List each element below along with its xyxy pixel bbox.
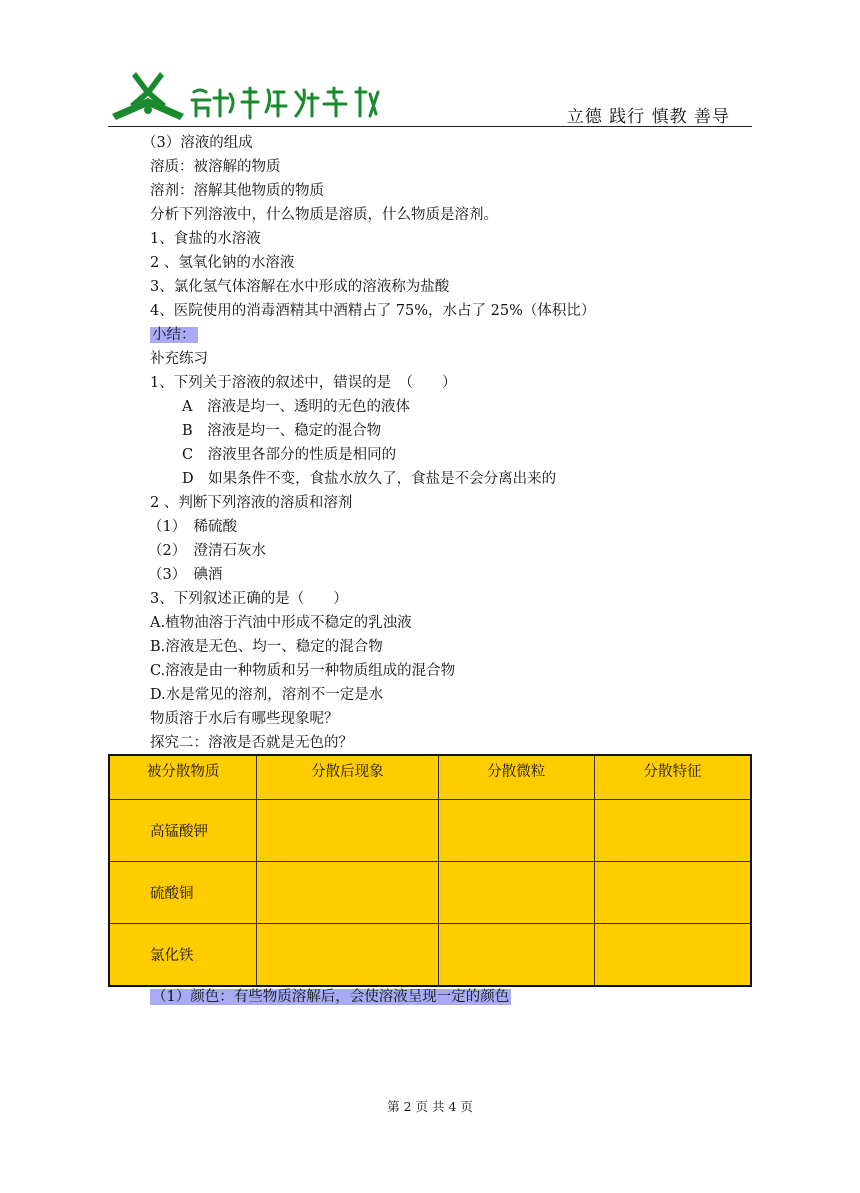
school-name-calligraphy	[192, 88, 378, 118]
exercise-title: 补充练习	[150, 351, 208, 367]
summary-label: 小结：	[152, 327, 196, 343]
table-cell	[595, 924, 752, 986]
table-cell: 硫酸铜	[109, 862, 257, 924]
school-emblem-icon	[112, 72, 184, 120]
table-cell	[438, 800, 594, 862]
school-motto: 立德 践行 慎教 善导	[566, 107, 730, 127]
column-header: 分散微粒	[438, 755, 594, 800]
table-cell: 氯化铁	[109, 924, 257, 986]
color-note: （1）颜色：有些物质溶解后，会使溶液呈现一定的颜色	[152, 989, 510, 1005]
option-b: B 溶液是均一、稳定的混合物	[182, 423, 382, 439]
dispersion-table	[108, 754, 752, 987]
table-cell	[257, 800, 438, 862]
table-cell: 高锰酸钾	[109, 800, 257, 862]
q2-item: （3） 碘酒	[148, 567, 223, 583]
q3-option-b: B.溶液是无色、均一、稳定的混合物	[150, 639, 383, 655]
table-cell	[257, 862, 438, 924]
q3-option-d: D.水是常见的溶剂，溶剂不一定是水	[150, 687, 384, 703]
text-line: 溶剂：溶解其他物质的物质	[150, 183, 324, 199]
column-header: 被分散物质	[109, 755, 257, 800]
text-line: 2 、氢氧化钠的水溶液	[150, 255, 295, 271]
q2-item: （2） 澄清石灰水	[148, 543, 266, 559]
text-line: 1、食盐的水溶液	[150, 231, 261, 247]
document-body	[142, 131, 760, 755]
q2-item: （1） 稀硫酸	[148, 519, 237, 535]
q3-option-a: A.植物油溶于汽油中形成不稳定的乳浊液	[150, 615, 412, 631]
table-cell	[438, 924, 594, 986]
table-row	[109, 924, 751, 986]
question-1: 1、下列关于溶液的叙述中，错误的是 （ ）	[150, 375, 457, 391]
text-line: 分析下列溶液中，什么物质是溶质，什么物质是溶剂。	[150, 207, 498, 223]
header-rule	[108, 126, 752, 127]
table-row	[109, 862, 751, 924]
table-cell	[595, 862, 752, 924]
phenomenon-question: 物质溶于水后有哪些现象呢？	[150, 711, 339, 727]
table-cell	[257, 924, 438, 986]
text-line: 3、氯化氢气体溶解在水中形成的溶液称为盐酸	[150, 279, 450, 295]
option-c: C 溶液里各部分的性质是相同的	[182, 447, 397, 463]
page-header	[108, 66, 752, 126]
table-cell	[438, 862, 594, 924]
table-row	[109, 800, 751, 862]
q3-option-c: C.溶液是由一种物质和另一种物质组成的混合物	[150, 663, 456, 679]
column-header: 分散后现象	[257, 755, 438, 800]
section-heading: （3）溶液的组成	[142, 135, 253, 151]
question-3: 3、下列叙述正确的是（ ）	[150, 591, 348, 607]
column-header: 分散特征	[595, 755, 752, 800]
text-line: 4、医院使用的消毒酒精其中酒精占了 75%，水占了 25%（体积比）	[150, 303, 596, 319]
option-a: A 溶液是均一、透明的无色的液体	[182, 399, 410, 415]
table-header-row	[109, 755, 751, 800]
school-logo	[108, 70, 408, 124]
option-d: D 如果条件不变，食盐水放久了，食盐是不会分离出来的	[182, 471, 557, 487]
text-line: 溶质：被溶解的物质	[150, 159, 281, 175]
page-footer: 第 2 页 共 4 页	[387, 1099, 473, 1114]
table-cell	[595, 800, 752, 862]
question-2: 2 、判断下列溶液的溶质和溶剂	[150, 495, 353, 511]
explore-title: 探究二：溶液是否就是无色的？	[150, 735, 353, 751]
